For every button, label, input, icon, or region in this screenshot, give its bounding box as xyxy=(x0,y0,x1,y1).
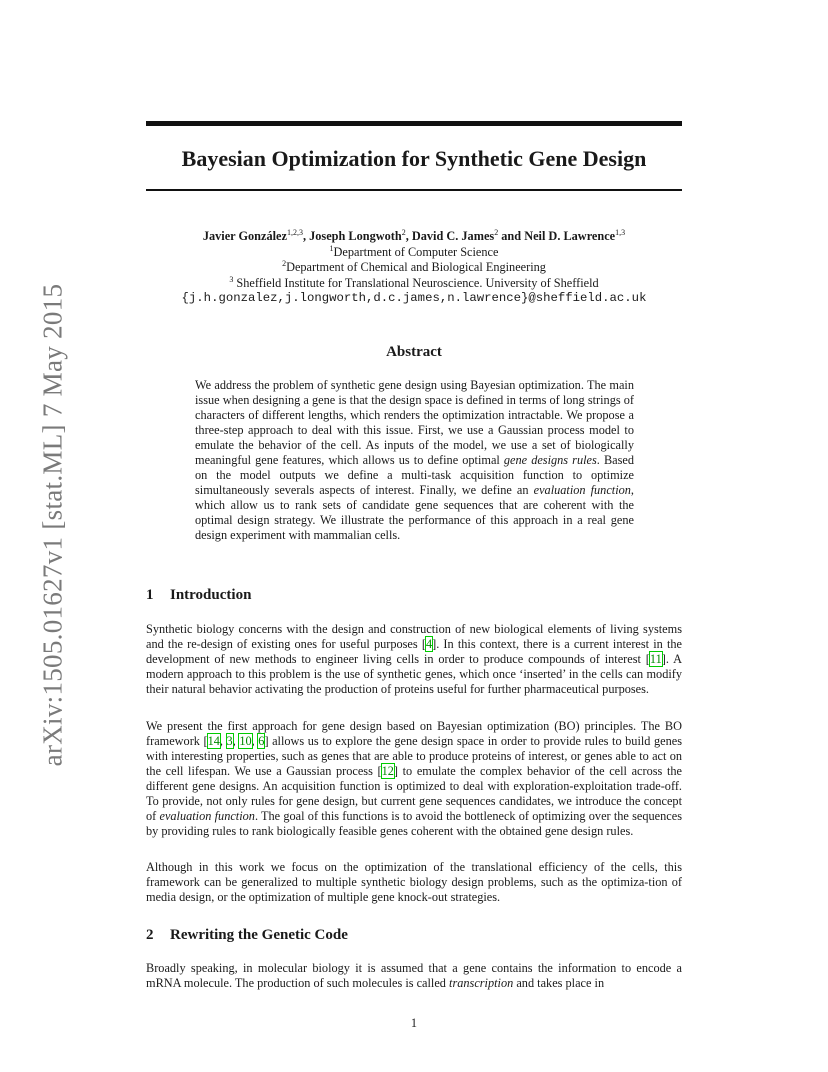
affiliation-1 xyxy=(146,245,682,261)
paragraph-span: ]. In this context, there is a current interest in the development of new methods to engineer living cells in order to produce compounds of interest [ xyxy=(146,637,683,666)
paragraph-span: Broadly speaking, in molecular biology it is assumed that a gene contains the information to encode a mRNA molecule. The production of such molecules is called xyxy=(146,961,682,990)
author-name: Javier González xyxy=(202,229,287,243)
paragraph-span: ] allows us to explore the gene design space in order to provide rules to build genes with interesting properties, such as genes that are able to produce proteins of interest, or genes able to act on the cell lifespan. We use a Gaussian process [ xyxy=(146,734,682,778)
paragraph-emphasis: transcription xyxy=(449,976,514,990)
section-title: Rewriting the Genetic Code xyxy=(170,927,348,943)
author-affiliation-mark: 2 xyxy=(401,228,406,237)
affiliation-mark: 1 xyxy=(329,243,334,253)
author-conjunction: and xyxy=(501,229,522,243)
author-name: David C. James xyxy=(411,229,495,243)
citation-link[interactable]: 12 xyxy=(381,764,394,778)
section-1-heading xyxy=(146,587,251,604)
affiliation-2 xyxy=(146,260,682,276)
abstract-emphasis: gene designs rules xyxy=(503,453,597,467)
author-names: Javier González$^{1,2,3}$, Joseph Longwoth$^2$, David C. James$^2$ and Neil D. Lawrence$^{1,3}$ xyxy=(202,228,626,243)
paper-title: Bayesian Optimization for Synthetic Gene Design xyxy=(181,146,647,171)
citation-link[interactable]: 10 xyxy=(239,734,252,748)
affiliation-3 xyxy=(146,276,682,292)
abstract-heading: Abstract xyxy=(386,344,442,360)
citation-link[interactable]: 14 xyxy=(207,734,220,748)
affiliation-mark: 3 xyxy=(229,274,234,284)
section-title: Introduction xyxy=(170,587,252,603)
citation-link[interactable]: 6 xyxy=(258,734,265,748)
paragraph-span: and takes place in xyxy=(513,976,605,990)
author-affiliation-mark: 1,3 xyxy=(615,228,626,237)
author-affiliation-mark: 1,2,3 xyxy=(286,228,303,237)
page-number: 1 xyxy=(410,1016,418,1030)
affiliation-text: Department of Chemical and Biological Engineering xyxy=(286,260,546,274)
citation-link[interactable]: 3 xyxy=(226,734,233,748)
title-bottom-rule xyxy=(146,189,682,191)
section-2-paragraph-1 xyxy=(146,961,682,991)
citation-link[interactable]: 11 xyxy=(649,652,662,666)
abstract-text xyxy=(195,378,634,543)
abstract-emphasis: evaluation function xyxy=(533,483,631,497)
arxiv-stamp: arXiv:1505.01627v1 [stat.ML] 7 May 2015 xyxy=(37,283,68,767)
section-2-heading xyxy=(146,927,348,944)
abstract-span: We address the problem of synthetic gene design using Bayesian optimization. The main issue when designing a gene is that the design space is defined in terms of long strings of characters of different lengths, which renders the optimization intractable. We propose a three-step approach to deal with this issue. First, we use a Gaussian process model to emulate the behavior of the cell. As inputs of the model, we use a set of biologically meaningful gene features, which allows us to define optimal xyxy=(195,378,634,467)
paragraph-span: ] to emulate the complex behavior of the cell across the different gene designs. An acquisition function is optimized to deal with exploration-exploitation trade-off. To provide, not only rules for gene design, but current gene sequences candidates, we introduce the concept of xyxy=(146,764,682,823)
citation-separator: , xyxy=(219,734,227,748)
author-emails: {j.h.gonzalez,j.longworth,d.c.james,n.lawrence}@sheffield.ac.uk xyxy=(181,291,647,305)
abstract-span: . Based on the model outputs we define a multi-task acquisition function to optimize simultaneously severals aspects of interest. Finally, we define an xyxy=(195,453,634,497)
paragraph-span: Synthetic biology concerns with the design and construction of new biological elements of living systems and the re-design of existing ones for useful purposes [ xyxy=(146,622,682,651)
title-top-rule xyxy=(146,121,682,126)
intro-paragraph-1 xyxy=(146,622,682,697)
paragraph-span: . The goal of this functions is to avoid the bottleneck of optimizing over the sequences by providing rules to rank biologically feasible genes coherent with the obtained gene design rules. xyxy=(146,809,682,838)
author-name: Neil D. Lawrence xyxy=(524,229,616,243)
section-number: 1 xyxy=(146,587,154,603)
author-block xyxy=(146,229,682,307)
intro-paragraph-2 xyxy=(146,719,682,839)
affiliation-mark: 2 xyxy=(282,259,287,268)
paragraph-span: ]. A modern approach to this problem is the use of synthetic genes, which once ‘inserted’ in the cells can modify their natural behavior activating the production of proteins useful for further pharmaceutical purposes. xyxy=(146,652,682,696)
author-affiliation-mark: 2 xyxy=(494,228,499,237)
abstract-span: , which allow us to rank sets of candidate gene sequences that are coherent with the optimal design strategy. We illustrate the performance of this approach in a real gene design experiment with mammalian cells. xyxy=(195,483,634,542)
paragraph-emphasis: evaluation function xyxy=(159,809,255,823)
paragraph-span: We present the first approach for gene design based on Bayesian optimization (BO) principles. The BO framework [ xyxy=(146,719,682,748)
intro-paragraph-3: Although in this work we focus on the optimization of the translational efficiency of the cells, this framework can be generalized to multiple synthetic biology design problems, such as the optimiza-tion of media design, or the optimization of multiple gene knock-out strategies. xyxy=(146,860,682,904)
citation-separator: , xyxy=(251,734,259,748)
citation-separator: , xyxy=(232,734,240,748)
affiliation-text: Sheffield Institute for Translational Neuroscience. University of Sheffield xyxy=(236,275,599,290)
citation-link[interactable]: 4 xyxy=(425,637,433,651)
affiliation-text: Department of Computer Science xyxy=(333,244,499,259)
section-number: 2 xyxy=(146,927,154,943)
author-name: Joseph Longwoth xyxy=(309,229,402,243)
